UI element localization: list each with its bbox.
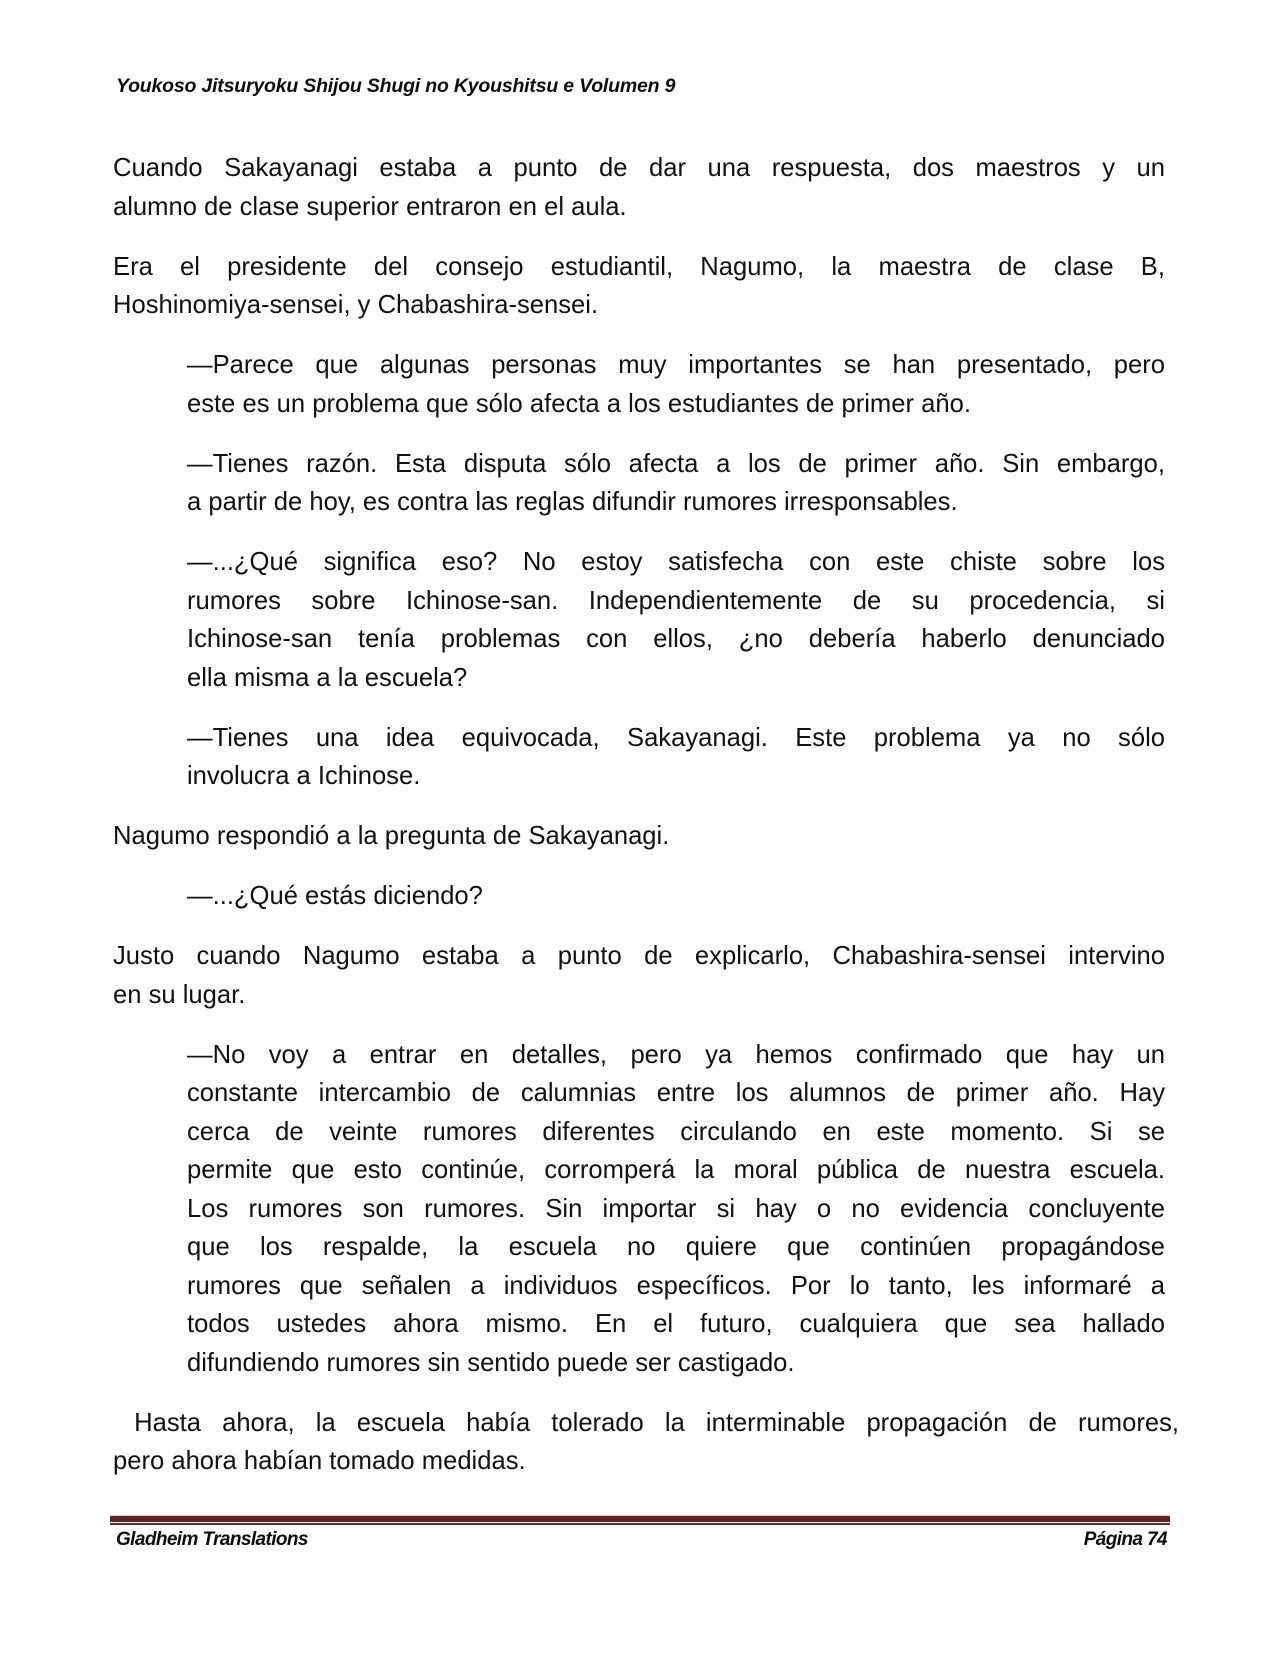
text-line: —Tienes razón. Esta disputa sólo afecta a los de primer año. Sin embargo, bbox=[187, 449, 1165, 478]
text-line: Ichinose-san tenía problemas con ellos, ¿no debería haberlo denunciado bbox=[187, 625, 1165, 653]
text-line: permite que esto continúe, corromperá la moral pública de nuestra escuela. bbox=[187, 1156, 1165, 1184]
dialogue-paragraph bbox=[187, 877, 1165, 916]
text-line: —...¿Qué significa eso? No estoy satisfecha con este chiste sobre los bbox=[187, 548, 1165, 576]
text-line: pero ahora habían tomado medidas. bbox=[113, 1447, 526, 1475]
footer-rule-thin-line bbox=[110, 1523, 1170, 1525]
dialogue-paragraph bbox=[187, 445, 1165, 522]
text-line: en su lugar. bbox=[113, 980, 246, 1009]
body-text bbox=[113, 149, 1179, 1502]
text-line: involucra a Ichinose. bbox=[187, 762, 421, 790]
text-line: Era el presidente del consejo estudiantil, Nagumo, la maestra de clase B, bbox=[113, 252, 1165, 281]
text-line: Hasta ahora, la escuela había tolerado la interminable propagación de rumores, bbox=[113, 1408, 1179, 1437]
text-line: constante intercambio de calumnias entre los alumnos de primer año. Hay bbox=[187, 1079, 1165, 1107]
text-line: Justo cuando Nagumo estaba a punto de explicarlo, Chabashira-sensei intervino bbox=[113, 942, 1165, 970]
text-line: que los respalde, la escuela no quiere que continúen propagándose bbox=[187, 1233, 1165, 1261]
page-number: Página 74 bbox=[1083, 1529, 1167, 1550]
text-line: rumores sobre Ichinose-san. Independientemente de su procedencia, si bbox=[187, 586, 1165, 615]
paragraph bbox=[113, 817, 1165, 856]
dialogue-paragraph bbox=[187, 1036, 1165, 1383]
text-line: —Tienes una idea equivocada, Sakayanagi. Este problema ya no sólo bbox=[187, 723, 1165, 752]
text-line: cerca de veinte rumores diferentes circulando en este momento. Si se bbox=[187, 1117, 1165, 1146]
text-line: todos ustedes ahora mismo. En el futuro, cualquiera que sea hallado bbox=[187, 1310, 1165, 1338]
text-line: Los rumores son rumores. Sin importar si hay o no evidencia concluyente bbox=[187, 1194, 1165, 1223]
paragraph bbox=[113, 937, 1165, 1014]
text-line: rumores que señalen a individuos específicos. Por lo tanto, les informaré a bbox=[187, 1271, 1165, 1300]
paragraph bbox=[113, 1404, 1179, 1481]
text-line: este es un problema que sólo afecta a los estudiantes de primer año. bbox=[187, 389, 971, 418]
paragraph bbox=[113, 149, 1165, 226]
text-line: —...¿Qué estás diciendo? bbox=[187, 882, 483, 910]
dialogue-paragraph bbox=[187, 719, 1165, 796]
footer-rule bbox=[110, 1515, 1170, 1526]
paragraph bbox=[113, 248, 1165, 325]
text-line: difundiendo rumores sin sentido puede ser castigado. bbox=[187, 1348, 795, 1377]
text-line: Cuando Sakayanagi estaba a punto de dar una respuesta, dos maestros y un bbox=[113, 154, 1165, 182]
text-line: Hoshinomiya-sensei, y Chabashira-sensei. bbox=[113, 291, 599, 319]
dialogue-paragraph bbox=[187, 346, 1165, 423]
dialogue-paragraph bbox=[187, 543, 1165, 697]
footer-rule-thick-band bbox=[110, 1516, 1170, 1522]
running-header: Youkoso Jitsuryoku Shijou Shugi no Kyoushitsu e Volumen 9 bbox=[116, 75, 676, 97]
text-line: ella misma a la escuela? bbox=[187, 663, 468, 692]
footer-publisher: Gladheim Translations bbox=[116, 1529, 308, 1550]
text-line: a partir de hoy, es contra las reglas difundir rumores irresponsables. bbox=[187, 488, 958, 516]
text-line: Nagumo respondió a la pregunta de Sakayanagi. bbox=[113, 822, 670, 850]
text-line: alumno de clase superior entraron en el aula. bbox=[113, 192, 627, 221]
text-line: —Parece que algunas personas muy importantes se han presentado, pero bbox=[187, 351, 1165, 379]
text-line: —No voy a entrar en detalles, pero ya hemos confirmado que hay un bbox=[187, 1040, 1165, 1069]
